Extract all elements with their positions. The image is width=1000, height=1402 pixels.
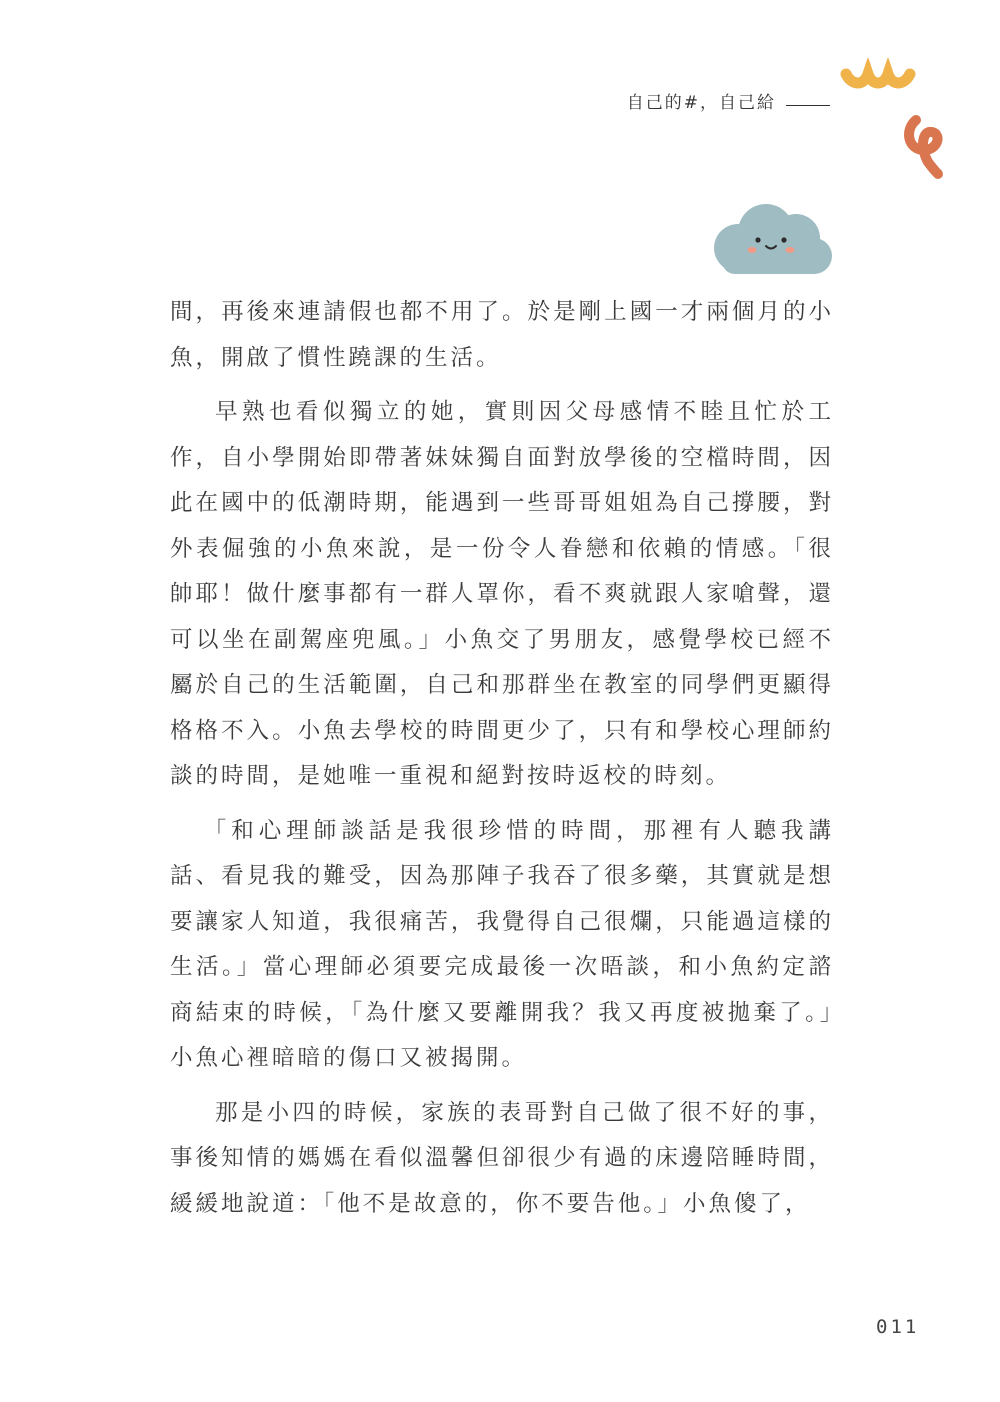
paragraph-3: 「和心理師談話是我很珍惜的時間，那裡有人聽我講話、看見我的難受，因為那陣子我吞了很多藥，其實就是想要讓家人知道，我很痛苦，我覺得自己很爛，只能過這樣的生活。」當心理師必須要完成最後一次晤談，和小魚約定諮商結束的時候，「為什麼又要離開我？我又再度被拋棄了。」小魚心裡暗暗的傷口又被揭開。: [170, 817, 834, 1071]
paragraph-1: 間，再後來連請假也都不用了。於是剛上國一才兩個月的小魚，開啟了慣性蹺課的生活。: [170, 299, 834, 371]
cloud-right-cheek: [786, 247, 795, 253]
squiggle-top: [846, 74, 910, 83]
smiling-cloud-icon: [708, 200, 836, 284]
squiggle-bottom: [909, 120, 938, 174]
paragraph-4: 那是小四的時候，家族的表哥對自己做了很不好的事，事後知情的媽媽在看似溫馨但卻很少有過的床邊陪睡時間，緩緩地說道：「他不是故意的，你不要告他。」小魚傻了，: [170, 1099, 834, 1217]
cloud-left-cheek: [748, 247, 757, 253]
paragraph-2: 早熟也看似獨立的她，實則因父母感情不睦且忙於工作，自小學開始即帶著妹妹獨自面對放學後的空檔時間，因此在國中的低潮時期，能遇到一些哥哥姐姐為自己撐腰，對外表倔強的小魚來說，是一份令人眷戀和依賴的情感。「很帥耶！做什麼事都有一群人罩你，看不爽就跟人家嗆聲，還可以坐在副駕座兜風。」小魚交了男朋友，感覺學校已經不屬於自己的生活範圍，自己和那群坐在教室的同學們更顯得格格不入。小魚去學校的時間更少了，只有和學校心理師約談的時間，是她唯一重視和絕對按時返校的時刻。: [170, 399, 834, 789]
header-rule: [786, 105, 830, 106]
cloud-left-eye: [755, 237, 760, 242]
page-number: 011: [876, 1316, 920, 1338]
running-title: 自己的#，自己給: [626, 93, 776, 113]
squiggle-decoration-icon: [838, 58, 948, 188]
body-text: [170, 290, 834, 1236]
running-header: [627, 88, 830, 113]
cloud-right-eye: [781, 237, 786, 242]
